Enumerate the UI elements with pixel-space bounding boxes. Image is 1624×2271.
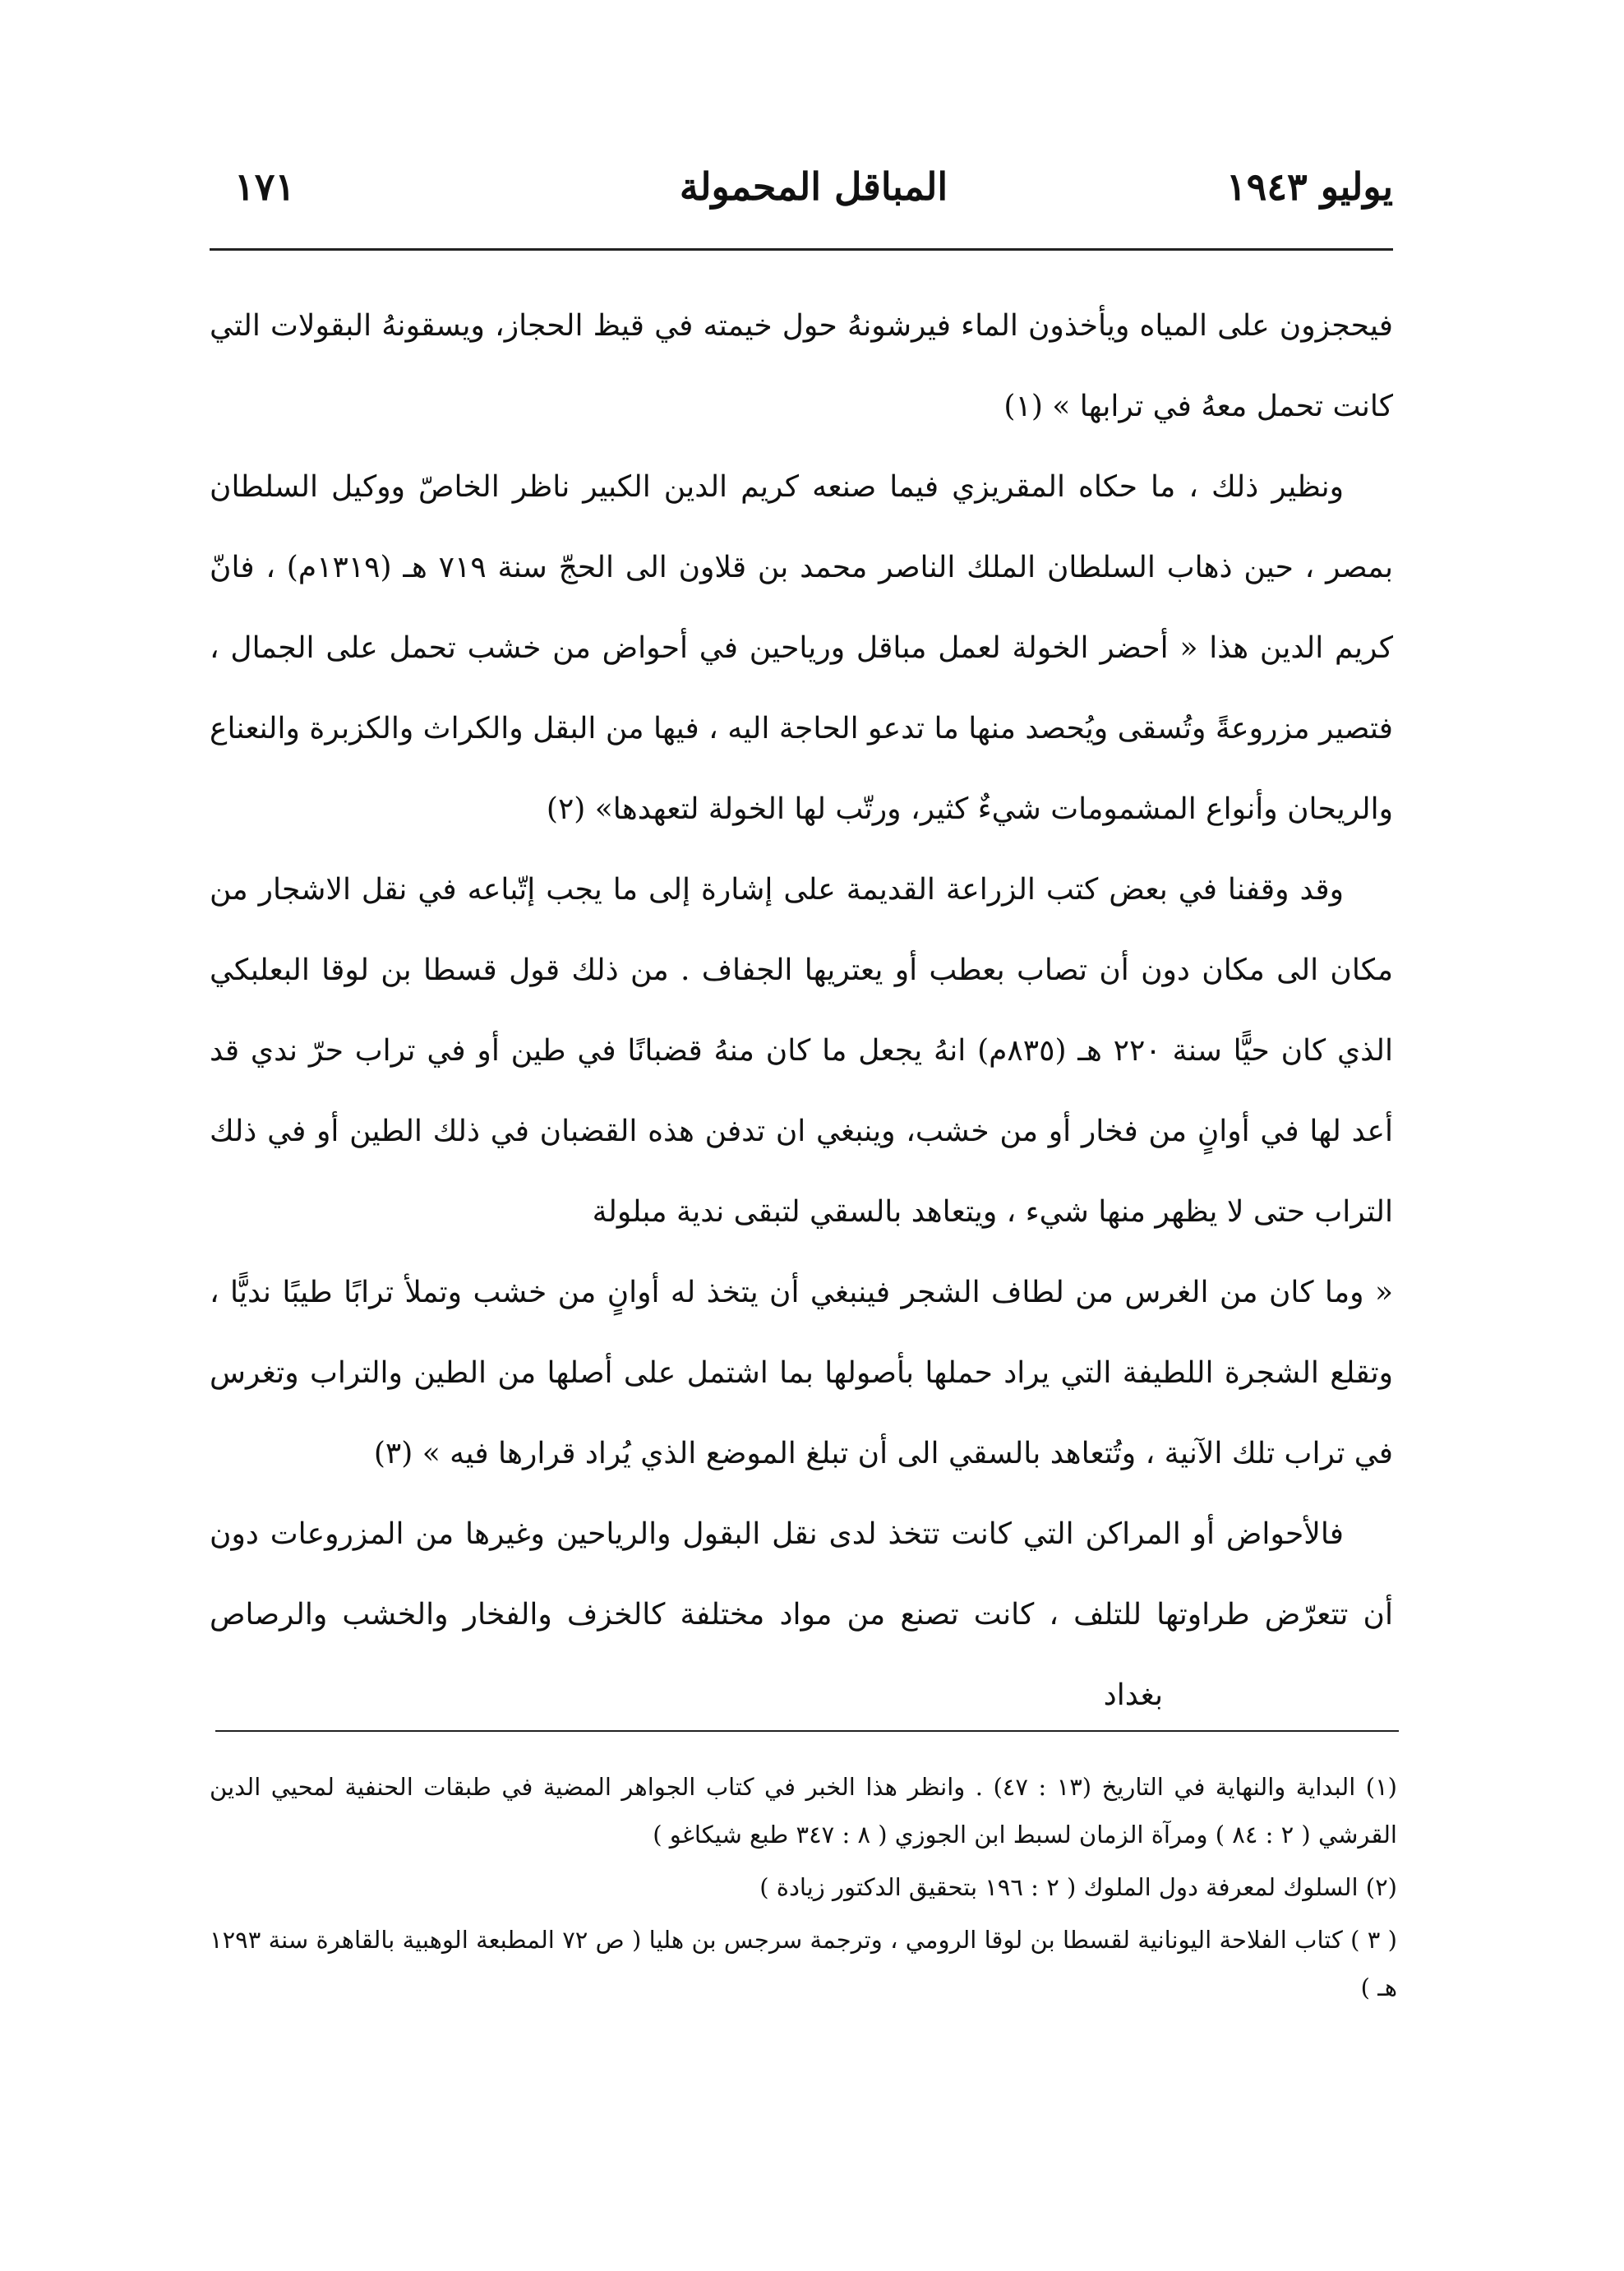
footnote-2: (٢) السلوك لمعرفة دول الملوك ( ٢ : ١٩٦ بتحقيق الدكتور زيادة ) (759, 1873, 1397, 1901)
paragraph-1: فيحجزون على المياه ويأخذون الماء فيرشونهُ حول خيمته في قيظ الحجاز، ويسقونهُ البقولات التي كانت تحمل معهُ في ترابها » (١) (210, 309, 1393, 423)
footnote-rule (215, 1730, 1399, 1732)
paragraph-4-quote: « وما كان من الغرس من لطاف الشجر فينبغي أن يتخذ له أوانٍ من خشب وتملأ ترابًا طيبًا نديًّا ، وتقلع الشجرة اللطيفة التي يراد حملها بأصولها بما اشتمل على أصلها من الطين والتراب وتغرس في تراب تلك الآنية ، وتُتعاهد بالسقي الى أن تبلغ الموضع الذي يُراد قرارها فيه » (٣) (210, 1276, 1393, 1470)
paragraph-3: وقد وقفنا في بعض كتب الزراعة القديمة على إشارة إلى ما يجب إتّباعه في نقل الاشجار من مكان الى مكان دون أن تصاب بعطب أو يعتريها الجفاف . من ذلك قول قسطا بن لوقا البعلبكي الذي كان حيًّا سنة ٢٢٠ هـ (٨٣٥م) انهُ يجعل ما كان منهُ قضبانًا في طين أو في تراب حرّ ندي قد أعد لها في أوانٍ من فخار أو من خشب، وينبغي ان تدفن هذه القضبان في ذلك الطين أو في ذلك التراب حتى لا يظهر منها شيء ، ويتعاهد بالسقي لتبقى ندية مبلولة (210, 873, 1393, 1229)
page-number: ١٧١ (234, 164, 296, 209)
page-header (234, 164, 1393, 222)
footnote-3: ( ٣ ) كتاب الفلاحة اليونانية لقسطا بن لوقا الرومي ، وترجمة سرجس بن هليا ( ص ٧٢ المطبعة الوهبية بالقاهرة سنة ١٢٩٣ هـ ) (210, 1926, 1397, 2001)
footnotes (210, 1763, 1397, 2016)
running-title: المباقل المحمولة (679, 164, 948, 209)
article-body (210, 286, 1393, 1736)
header-rule (210, 248, 1393, 251)
issue-date: يوليو ١٩٤٣ (1225, 164, 1393, 209)
paragraph-5 (210, 1494, 1393, 1736)
paragraph-5-text: فالأحواض أو المراكن التي كانت تتخذ لدى نقل البقول والرياحين وغيرها من المزروعات دون أن تتعرّض طراوتها للتلف ، كانت تصنع من مواد مختلفة كالخزف والفخار والخشب والرصاص (210, 1517, 1393, 1632)
footnote-1: (١) البداية والنهاية في التاريخ (١٣ : ٤٧) . وانظر هذا الخبر في كتاب الجواهر المضية في طبقات الحنفية لمحيي الدين القرشي ( ٢ : ٨٤ ) ومرآة الزمان لسبط ابن الجوزي ( ٨ : ٣٤٧ طبع شيكاغو ) (210, 1773, 1397, 1849)
author-location: بغداد (1103, 1678, 1163, 1712)
paragraph-2: ونظير ذلك ، ما حكاه المقريزي فيما صنعه كريم الدين الكبير ناظر الخاصّ ووكيل السلطان بمصر ، حين ذهاب السلطان الملك الناصر محمد بن قلاون الى الحجّ سنة ٧١٩ هـ (١٣١٩م) ، فانّ كريم الدين هذا « أحضر الخولة لعمل مباقل ورياحين في أحواض من خشب تحمل على الجمال ، فتصير مزروعةً وتُسقى ويُحصد منها ما تدعو الحاجة اليه ، فيها من البقل والكراث والكزبرة والنعناع والريحان وأنواع المشمومات شيءٌ كثير، ورتّب لها الخولة لتعهدها» (٢) (210, 470, 1393, 826)
